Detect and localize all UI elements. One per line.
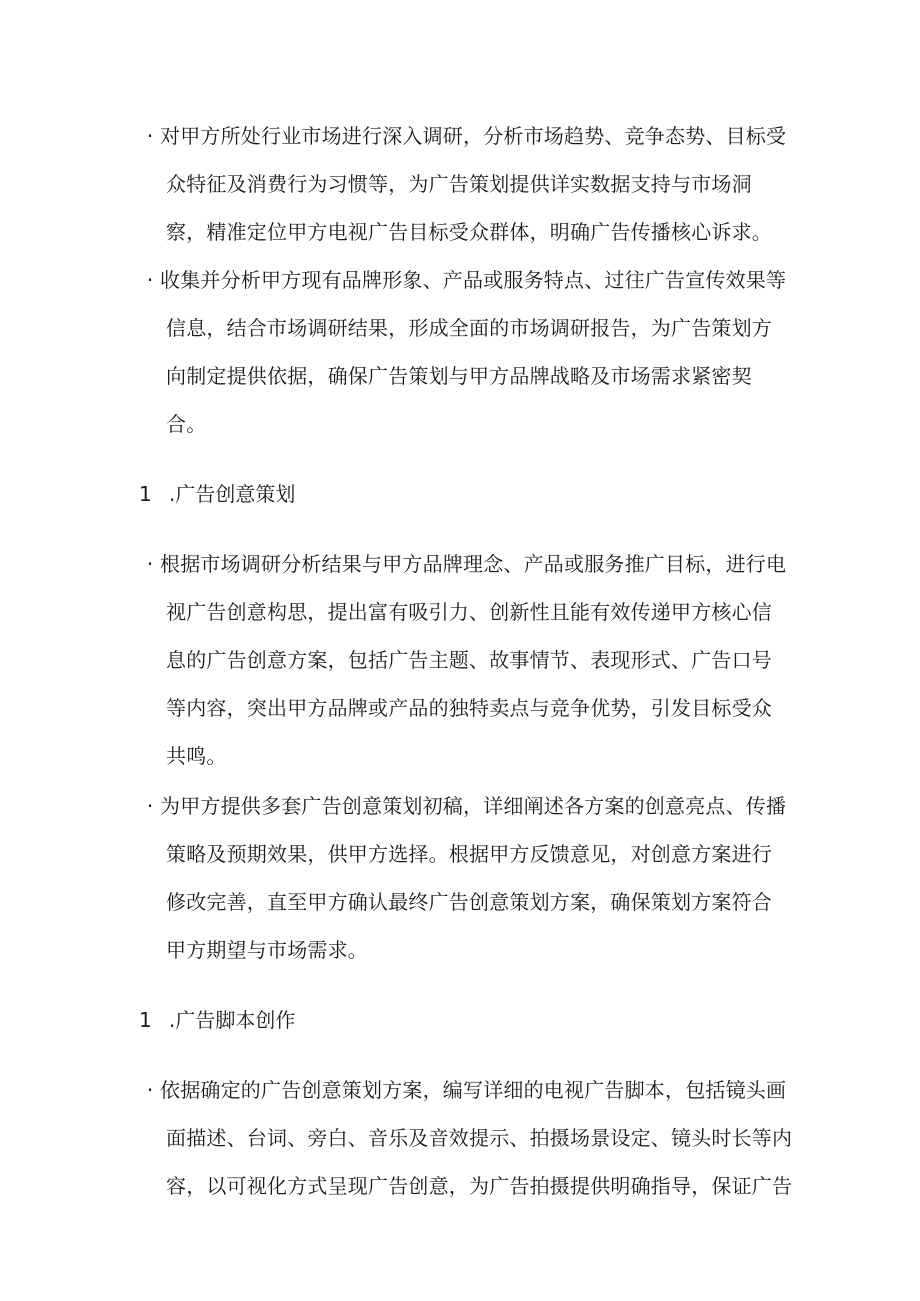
- paragraph-line: 等内容，突出甲方品牌或产品的独特卖点与竞争优势，引发目标受众: [166, 696, 772, 720]
- paragraph-line: 向制定提供依据，确保广告策划与甲方品牌战略及市场需求紧密契: [166, 364, 752, 388]
- paragraph-line: 修改完善，直至甲方确认最终广告创意策划方案，确保策划方案符合: [166, 890, 772, 914]
- paragraph-line: 收集并分析甲方现有品牌形象、产品或服务特点、过往广告宣传效果等: [160, 268, 787, 292]
- paragraph-line: 面描述、台词、旁白、音乐及音效提示、拍摄场景设定、镜头时长等内: [166, 1126, 793, 1150]
- section-title: .广告创意策划: [169, 482, 296, 506]
- paragraph-line: 息的广告创意方案，包括广告主题、故事情节、表现形式、广告口号: [166, 648, 772, 672]
- paragraph-line: 依据确定的广告创意策划方案，编写详细的电视广告脚本，包括镜头画: [160, 1078, 787, 1102]
- paragraph-line: 为甲方提供多套广告创意策划初稿，详细阐述各方案的创意亮点、传播: [160, 794, 787, 818]
- bullet-marker: ·: [146, 268, 154, 292]
- paragraph-line: 共鸣。: [166, 744, 227, 768]
- paragraph-line: 察，精准定位甲方电视广告目标受众群体，明确广告传播核心诉求。: [166, 220, 772, 244]
- section-number: 1: [139, 482, 152, 506]
- paragraph-line: 根据市场调研分析结果与甲方品牌理念、产品或服务推广目标，进行电: [160, 552, 787, 576]
- section-title: .广告脚本创作: [169, 1008, 296, 1032]
- paragraph-line: 合。: [166, 412, 207, 436]
- paragraph-line: 信息，结合市场调研结果，形成全面的市场调研报告，为广告策划方: [166, 316, 772, 340]
- bullet-marker: ·: [146, 552, 154, 576]
- paragraph-line: 甲方期望与市场需求。: [166, 938, 368, 962]
- bullet-marker: ·: [146, 1078, 154, 1102]
- paragraph-line: 视广告创意构思，提出富有吸引力、创新性且能有效传递甲方核心信: [166, 600, 772, 624]
- section-heading: [139, 482, 295, 506]
- paragraph-line: 策略及预期效果，供甲方选择。根据甲方反馈意见，对创意方案进行: [166, 842, 772, 866]
- paragraph-line: 众特征及消费行为习惯等，为广告策划提供详实数据支持与市场洞: [166, 172, 752, 196]
- section-number: 1: [139, 1008, 152, 1032]
- bullet-marker: ·: [146, 124, 154, 148]
- bullet-marker: ·: [146, 794, 154, 818]
- paragraph-line: 容，以可视化方式呈现广告创意，为广告拍摄提供明确指导，保证广告: [166, 1174, 793, 1198]
- section-heading: [139, 1008, 295, 1032]
- paragraph-line: 对甲方所处行业市场进行深入调研，分析市场趋势、竞争态势、目标受: [160, 124, 787, 148]
